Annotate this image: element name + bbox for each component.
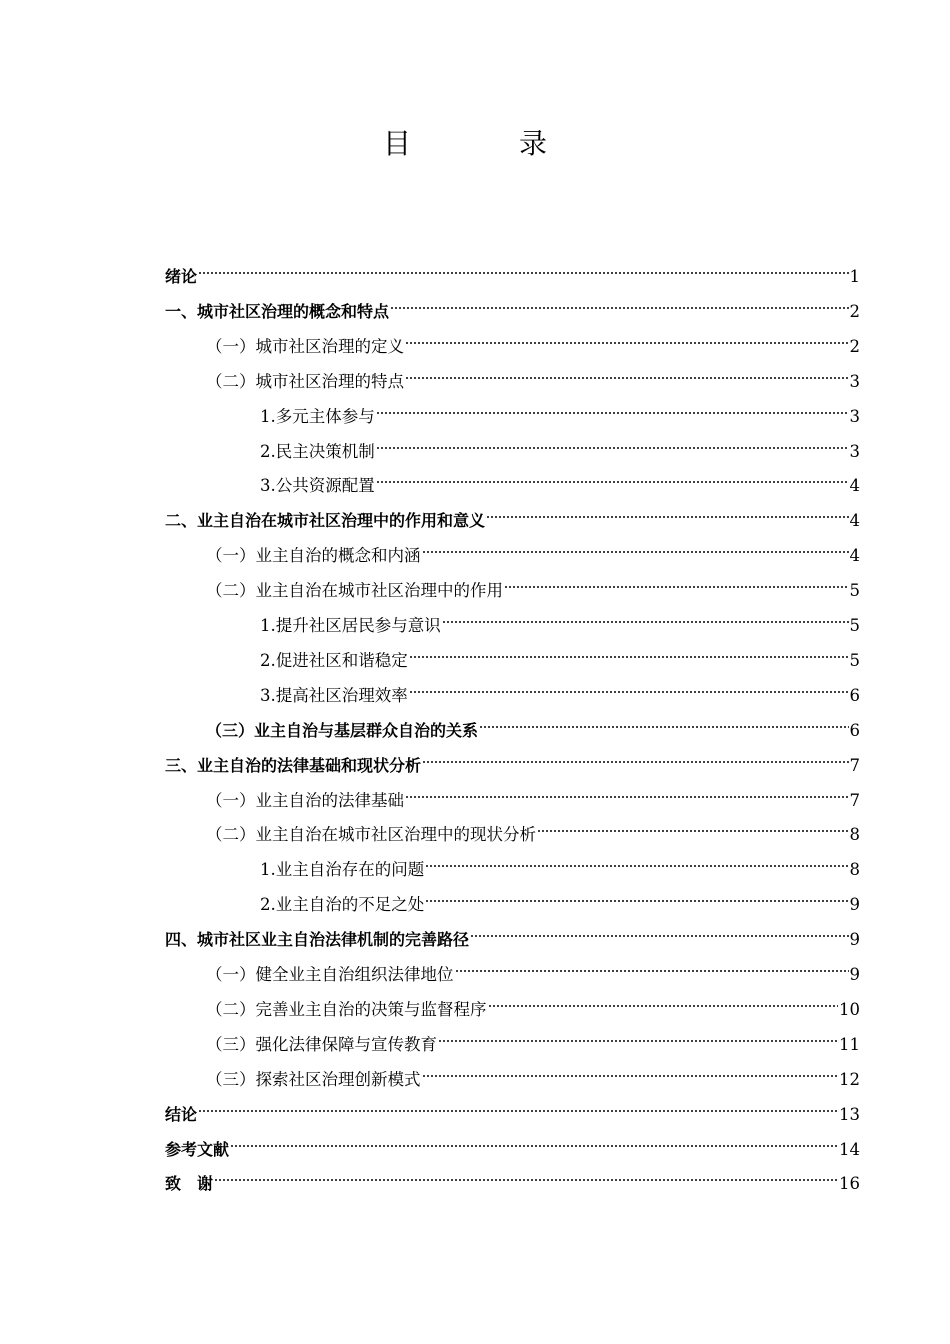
toc-entry[interactable] — [206, 531, 860, 566]
toc-entry[interactable] — [206, 810, 860, 845]
toc-entry-label: 3.提高社区治理效率 — [260, 685, 408, 705]
toc-dot-leader — [409, 671, 849, 701]
toc-dot-leader — [405, 357, 849, 387]
toc-entry[interactable] — [165, 287, 860, 321]
toc-title: 目 录 — [382, 127, 587, 160]
toc-dot-leader — [198, 252, 848, 282]
toc-entry-label: 2.促进社区和谐稳定 — [260, 650, 408, 670]
toc-dot-leader — [422, 1055, 839, 1085]
toc-entry-label: 一、城市社区治理的概念和特点 — [165, 301, 390, 321]
toc-dot-leader — [409, 636, 849, 666]
toc-entry[interactable] — [260, 427, 860, 461]
toc-entry-page-number: 10 — [839, 999, 860, 1019]
toc-entry[interactable] — [206, 1020, 860, 1054]
toc-entry-page-number: 6 — [849, 720, 860, 740]
toc-entry-page-number: 14 — [839, 1139, 860, 1159]
toc-entry[interactable] — [206, 357, 860, 391]
toc-dot-leader — [470, 915, 848, 945]
toc-entry-page-number: 8 — [849, 860, 860, 880]
toc-entry-label: 1.提升社区居民参与意识 — [260, 616, 441, 635]
toc-entry[interactable] — [165, 496, 860, 531]
toc-entry-label: 结论 — [165, 1104, 198, 1124]
toc-entry-label: （二）业主自治在城市社区治理中的现状分析 — [206, 825, 536, 845]
toc-entry-page-number: 3 — [849, 406, 860, 426]
toc-dot-leader — [230, 1125, 838, 1155]
toc-dot-leader — [422, 741, 848, 771]
toc-entry-label: 致 谢 — [165, 1174, 214, 1194]
toc-entry-label: （一）健全业主自治组织法律地位 — [206, 965, 454, 984]
toc-entry[interactable] — [206, 1055, 860, 1089]
toc-entry-page-number: 8 — [849, 825, 860, 845]
toc-entry-page-number: 13 — [839, 1104, 860, 1124]
toc-entry[interactable] — [165, 1090, 860, 1124]
toc-dot-leader — [486, 496, 848, 526]
toc-entry-label: 2.民主决策机制 — [260, 441, 375, 461]
toc-entry-label: 1.多元主体参与 — [260, 406, 375, 426]
toc-entry-label: （一）业主自治的概念和内涵 — [206, 546, 421, 566]
toc-entry-label: （三）业主自治与基层群众自治的关系 — [206, 720, 479, 740]
toc-entry-label: 2.业主自治的不足之处 — [260, 895, 425, 915]
toc-entry-label: （二）城市社区治理的特点 — [206, 371, 404, 391]
toc-dot-leader — [537, 810, 849, 840]
toc-entry-page-number: 9 — [849, 965, 860, 984]
toc-entry-label: （二）业主自治在城市社区治理中的作用 — [206, 581, 503, 601]
toc-dot-leader — [488, 985, 839, 1015]
toc-entry[interactable] — [260, 392, 860, 426]
toc-entry-page-number: 4 — [849, 511, 860, 531]
toc-entry[interactable] — [206, 985, 860, 1019]
toc-entry-page-number: 4 — [849, 546, 860, 566]
toc-dot-leader — [405, 322, 849, 352]
toc-dot-leader — [425, 880, 848, 910]
toc-dot-leader — [479, 706, 848, 736]
toc-entry[interactable] — [165, 741, 860, 775]
toc-entry-label: 1.业主自治存在的问题 — [260, 860, 425, 880]
toc-dot-leader — [376, 461, 849, 491]
toc-entry-label: 绪论 — [165, 267, 198, 286]
toc-entry-page-number: 5 — [849, 581, 860, 601]
toc-entry[interactable] — [165, 915, 860, 950]
toc-dot-leader — [405, 776, 849, 806]
toc-entry-page-number: 5 — [849, 616, 860, 635]
toc-entry[interactable] — [260, 845, 860, 880]
toc-entry-page-number: 3 — [849, 441, 860, 461]
toc-entry-page-number: 7 — [849, 790, 860, 810]
toc-entry-label: （三）强化法律保障与宣传教育 — [206, 1034, 437, 1054]
toc-entry-page-number: 9 — [849, 895, 860, 915]
toc-entry-label: （二）完善业主自治的决策与监督程序 — [206, 999, 487, 1019]
toc-dot-leader — [390, 287, 848, 317]
toc-entry-page-number: 12 — [839, 1069, 860, 1089]
toc-entry[interactable] — [165, 1125, 860, 1159]
toc-entry-label: 参考文献 — [165, 1139, 230, 1159]
toc-dot-leader — [504, 566, 849, 596]
toc-entry-page-number: 1 — [849, 267, 860, 286]
toc-entry-page-number: 5 — [849, 650, 860, 670]
toc-dot-leader — [438, 1020, 838, 1050]
toc-entry[interactable] — [260, 880, 860, 915]
toc-entry[interactable] — [206, 950, 860, 984]
toc-entry[interactable] — [206, 566, 860, 601]
toc-entry-page-number: 11 — [839, 1034, 860, 1054]
toc-entry[interactable] — [260, 601, 860, 635]
toc-entry-label: 四、城市社区业主自治法律机制的完善路径 — [165, 930, 470, 950]
toc-entry-page-number: 3 — [849, 371, 860, 391]
toc-entry-label: 二、业主自治在城市社区治理中的作用和意义 — [165, 511, 486, 531]
toc-entry-page-number: 7 — [849, 755, 860, 775]
toc-entry[interactable] — [260, 636, 860, 670]
toc-dot-leader — [442, 601, 849, 631]
toc-dot-leader — [214, 1159, 838, 1189]
toc-dot-leader — [376, 392, 849, 422]
toc-dot-leader — [455, 950, 849, 980]
toc-entry-page-number: 16 — [839, 1174, 860, 1194]
toc-entry[interactable] — [165, 252, 860, 286]
toc-entry-label: 三、业主自治的法律基础和现状分析 — [165, 755, 422, 775]
toc-entry-page-number: 2 — [849, 301, 860, 321]
toc-entry-page-number: 9 — [849, 930, 860, 950]
toc-entry-page-number: 6 — [849, 685, 860, 705]
toc-entry[interactable] — [260, 461, 860, 496]
toc-entry[interactable] — [206, 706, 860, 740]
toc-entry[interactable] — [260, 671, 860, 705]
toc-entry[interactable] — [165, 1159, 860, 1194]
toc-entry[interactable] — [206, 322, 860, 356]
toc-entry-page-number: 2 — [849, 336, 860, 356]
toc-dot-leader — [422, 531, 849, 561]
toc-dot-leader — [198, 1090, 838, 1120]
toc-entry-label: （一）业主自治的法律基础 — [206, 790, 404, 810]
toc-dot-leader — [376, 427, 849, 457]
toc-entry[interactable] — [206, 776, 860, 810]
toc-entry-page-number: 4 — [849, 476, 860, 496]
toc-entry-label: （三）探索社区治理创新模式 — [206, 1069, 421, 1089]
toc-dot-leader — [425, 845, 848, 875]
toc-entry-label: （一）城市社区治理的定义 — [206, 336, 404, 356]
toc-entry-label: 3.公共资源配置 — [260, 476, 375, 496]
